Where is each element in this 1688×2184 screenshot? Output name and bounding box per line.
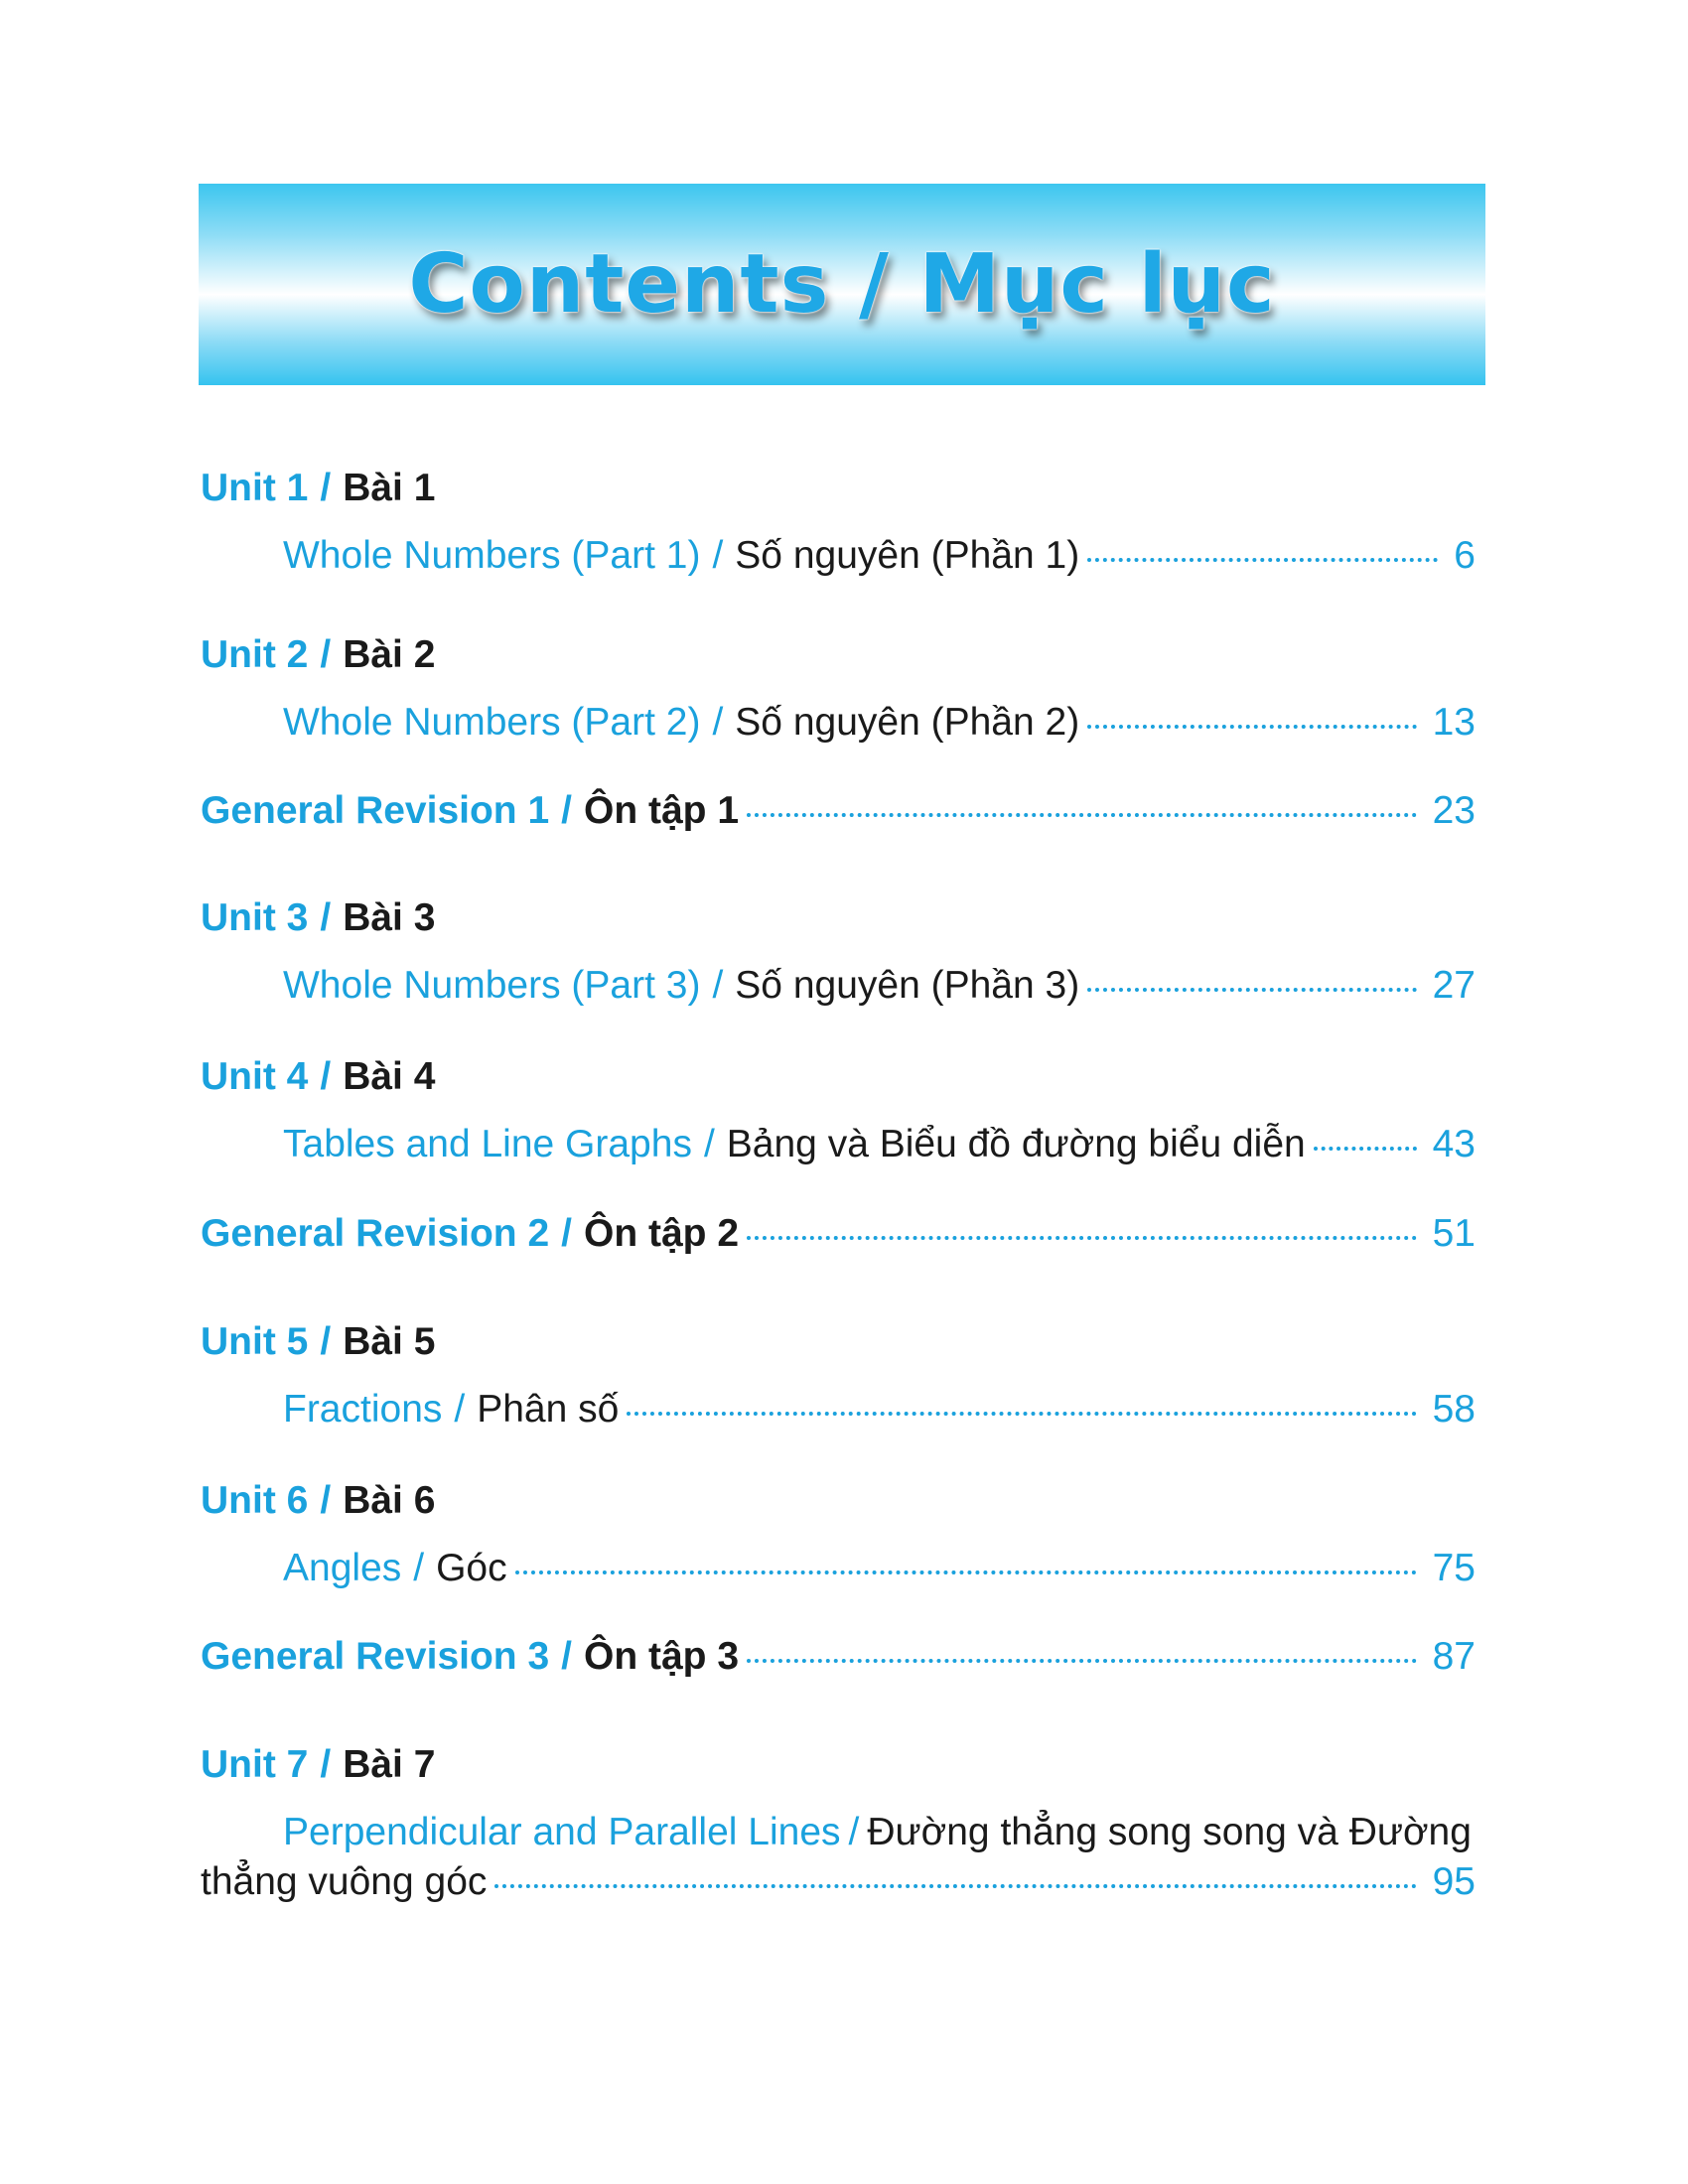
entry-title-vi: Góc — [436, 1547, 507, 1589]
entry-title-en: Angles — [283, 1547, 402, 1589]
toc-unit-heading — [201, 896, 435, 940]
toc-entry[interactable] — [283, 1547, 1476, 1590]
unit-label-vi: Bài 4 — [343, 1055, 436, 1098]
toc-entry-continuation[interactable] — [201, 1860, 1476, 1904]
dot-leader — [1314, 1147, 1417, 1151]
page-number: 58 — [1432, 1388, 1476, 1431]
page-number: 95 — [1432, 1860, 1476, 1903]
entry-title-vi: Ôn tập 3 — [584, 1635, 740, 1678]
page-number: 75 — [1432, 1547, 1476, 1589]
separator-slash: / — [703, 1123, 715, 1165]
dot-leader — [1087, 988, 1416, 992]
unit-label: Unit 2 — [201, 633, 309, 676]
unit-label-vi: Bài 2 — [343, 633, 436, 676]
entry-title-vi: Đường thẳng song song và Đường — [867, 1811, 1472, 1853]
unit-label: Unit 7 — [201, 1743, 309, 1786]
dot-leader — [1087, 725, 1416, 729]
entry-title-vi: Phân số — [477, 1388, 620, 1431]
separator-slash: / — [320, 1055, 332, 1098]
entry-title-vi-cont: thẳng vuông góc — [201, 1860, 488, 1903]
toc-entry[interactable] — [283, 1388, 1476, 1432]
entry-title-vi: Số nguyên (Phần 1) — [735, 534, 1080, 577]
page-title: Contents / Mục lục — [408, 237, 1276, 332]
toc-entry[interactable] — [201, 1212, 1476, 1256]
dot-leader — [1087, 558, 1438, 562]
unit-label: Unit 1 — [201, 467, 309, 509]
entry-title-en: Perpendicular and Parallel Lines — [283, 1811, 841, 1853]
toc-entry[interactable] — [283, 1123, 1476, 1166]
separator-slash: / — [561, 1635, 572, 1678]
entry-title-vi: Số nguyên (Phần 3) — [735, 964, 1080, 1007]
dot-leader — [747, 1659, 1417, 1663]
toc-unit-heading — [201, 1320, 435, 1364]
separator-slash: / — [320, 1479, 332, 1522]
toc-unit-heading — [201, 633, 435, 677]
page-number: 6 — [1454, 534, 1476, 577]
separator-slash: / — [848, 1811, 860, 1853]
toc-unit-heading — [201, 1479, 435, 1523]
entry-title-en: General Revision 2 — [201, 1212, 550, 1255]
separator-slash: / — [320, 1743, 332, 1786]
separator-slash: / — [454, 1388, 466, 1431]
entry-title-en: Whole Numbers (Part 3) — [283, 964, 701, 1007]
separator-slash: / — [561, 789, 572, 832]
separator-slash: / — [712, 964, 724, 1007]
unit-label-vi: Bài 5 — [343, 1320, 436, 1363]
toc-unit-heading — [201, 467, 435, 510]
dot-leader — [747, 1236, 1417, 1240]
unit-label-vi: Bài 3 — [343, 896, 436, 939]
entry-title-vi: Ôn tập 1 — [584, 789, 740, 832]
page-number: 43 — [1432, 1123, 1476, 1165]
entry-title-en: General Revision 1 — [201, 789, 550, 832]
separator-slash: / — [561, 1212, 572, 1255]
dot-leader — [747, 813, 1417, 817]
toc-unit-heading — [201, 1055, 435, 1099]
unit-label: Unit 5 — [201, 1320, 309, 1363]
toc-entry[interactable] — [283, 964, 1476, 1008]
separator-slash: / — [712, 701, 724, 744]
page-number: 27 — [1432, 964, 1476, 1007]
separator-slash: / — [320, 633, 332, 676]
entry-title-en: Whole Numbers (Part 2) — [283, 701, 701, 744]
entry-title-en: General Revision 3 — [201, 1635, 550, 1678]
entry-title-vi: Ôn tập 2 — [584, 1212, 740, 1255]
unit-label-vi: Bài 7 — [343, 1743, 436, 1786]
entry-title-en: Whole Numbers (Part 1) — [283, 534, 701, 577]
toc-unit-heading — [201, 1743, 435, 1787]
entry-title-vi: Số nguyên (Phần 2) — [735, 701, 1080, 744]
separator-slash: / — [712, 534, 724, 577]
unit-label-vi: Bài 1 — [343, 467, 436, 509]
page-number: 23 — [1432, 789, 1476, 832]
unit-label: Unit 3 — [201, 896, 309, 939]
dot-leader — [627, 1412, 1416, 1416]
entry-title-en: Fractions — [283, 1388, 443, 1431]
toc-entry[interactable] — [283, 1811, 1472, 1854]
separator-slash: / — [320, 467, 332, 509]
unit-label: Unit 4 — [201, 1055, 309, 1098]
unit-label-vi: Bài 6 — [343, 1479, 436, 1522]
page-number: 87 — [1432, 1635, 1476, 1678]
separator-slash: / — [320, 1320, 332, 1363]
separator-slash: / — [320, 896, 332, 939]
toc-entry[interactable] — [201, 1635, 1476, 1679]
unit-label: Unit 6 — [201, 1479, 309, 1522]
toc-entry[interactable] — [201, 789, 1476, 833]
dot-leader — [494, 1884, 1416, 1888]
page-number: 51 — [1432, 1212, 1476, 1255]
entry-title-vi: Bảng và Biểu đồ đường biểu diễn — [726, 1123, 1306, 1165]
toc-entry[interactable] — [283, 534, 1476, 578]
dot-leader — [515, 1570, 1417, 1574]
separator-slash: / — [413, 1547, 425, 1589]
entry-title-en: Tables and Line Graphs — [283, 1123, 692, 1165]
page-number: 13 — [1432, 701, 1476, 744]
toc-entry[interactable] — [283, 701, 1476, 745]
